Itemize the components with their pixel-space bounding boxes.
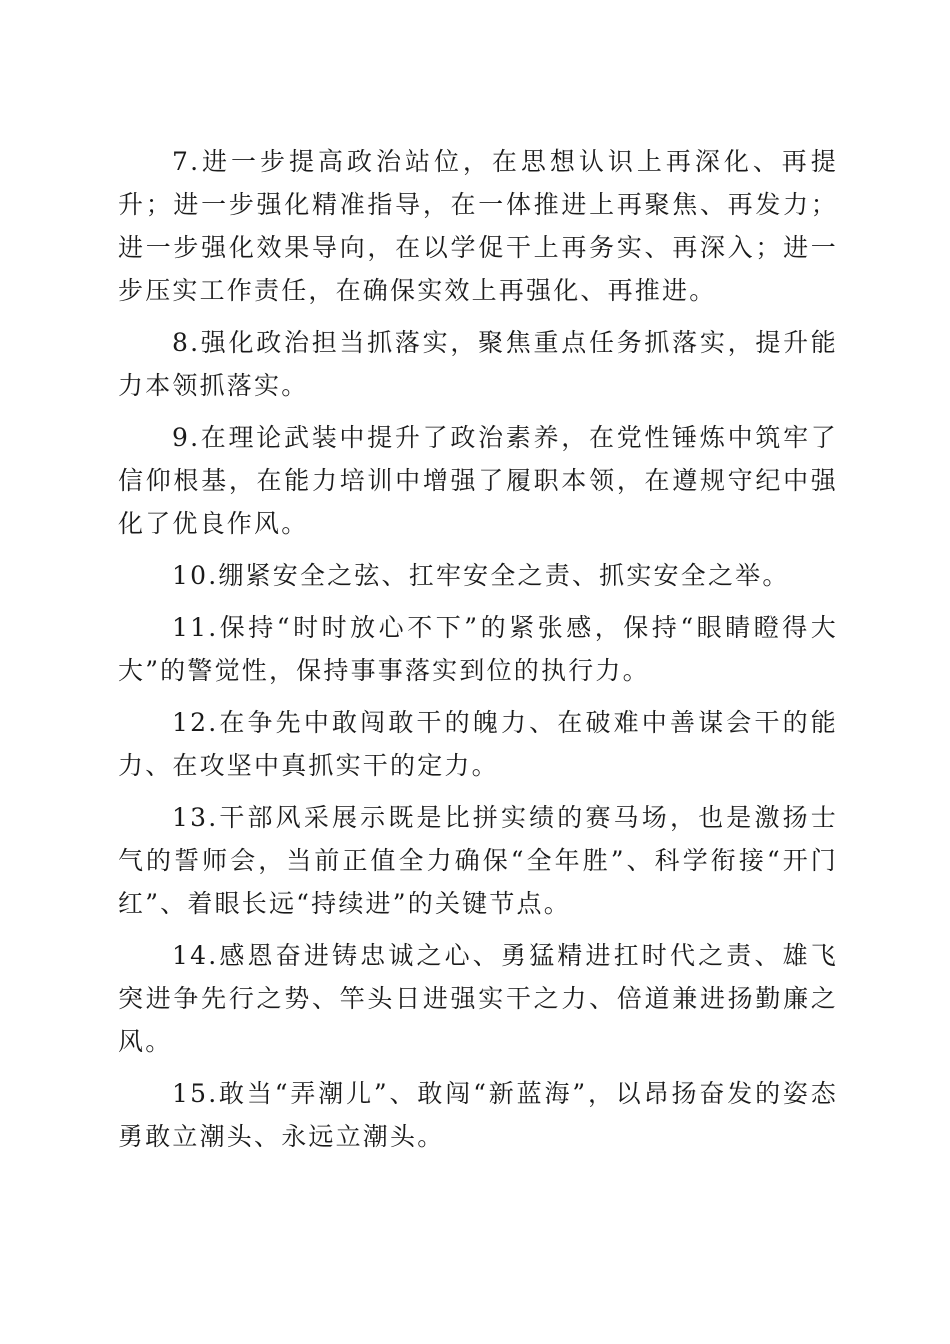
document-body (118, 140, 838, 1167)
paragraph-11: 11.保持“时时放心不下”的紧张感，保持“眼睛瞪得大大”的警觉性，保持事事落实到位的执行力。 (118, 613, 838, 685)
paragraph-7: 7.进一步提高政治站位，在思想认识上再深化、再提升；进一步强化精准指导，在一体推进上再聚焦、再发力；进一步强化效果导向，在以学促干上再务实、再深入；进一步压实工作责任，在确保实效上再强化、再推进。 (118, 147, 838, 305)
paragraph-12: 12.在争先中敢闯敢干的魄力、在破难中善谋会干的能力、在攻坚中真抓实干的定力。 (118, 708, 838, 780)
paragraph-10: 10.绷紧安全之弦、扛牢安全之责、抓实安全之举。 (172, 561, 790, 590)
paragraph-8: 8.强化政治担当抓落实，聚焦重点任务抓落实，提升能力本领抓落实。 (118, 328, 838, 400)
paragraph-13: 13.干部风采展示既是比拼实绩的赛马场，也是激扬士气的誓师会，当前正值全力确保“全年胜”、科学衔接“开门红”、着眼长远“持续进”的关键节点。 (118, 803, 838, 918)
paragraph-14: 14.感恩奋进铸忠诚之心、勇猛精进扛时代之责、雄飞突进争先行之势、竿头日进强实干之力、倍道兼进扬勤廉之风。 (118, 941, 838, 1056)
paragraph-15: 15.敢当“弄潮儿”、敢闯“新蓝海”，以昂扬奋发的姿态勇敢立潮头、永远立潮头。 (118, 1079, 838, 1151)
paragraph-9: 9.在理论武装中提升了政治素养，在党性锤炼中筑牢了信仰根基，在能力培训中增强了履职本领，在遵规守纪中强化了优良作风。 (118, 423, 838, 538)
